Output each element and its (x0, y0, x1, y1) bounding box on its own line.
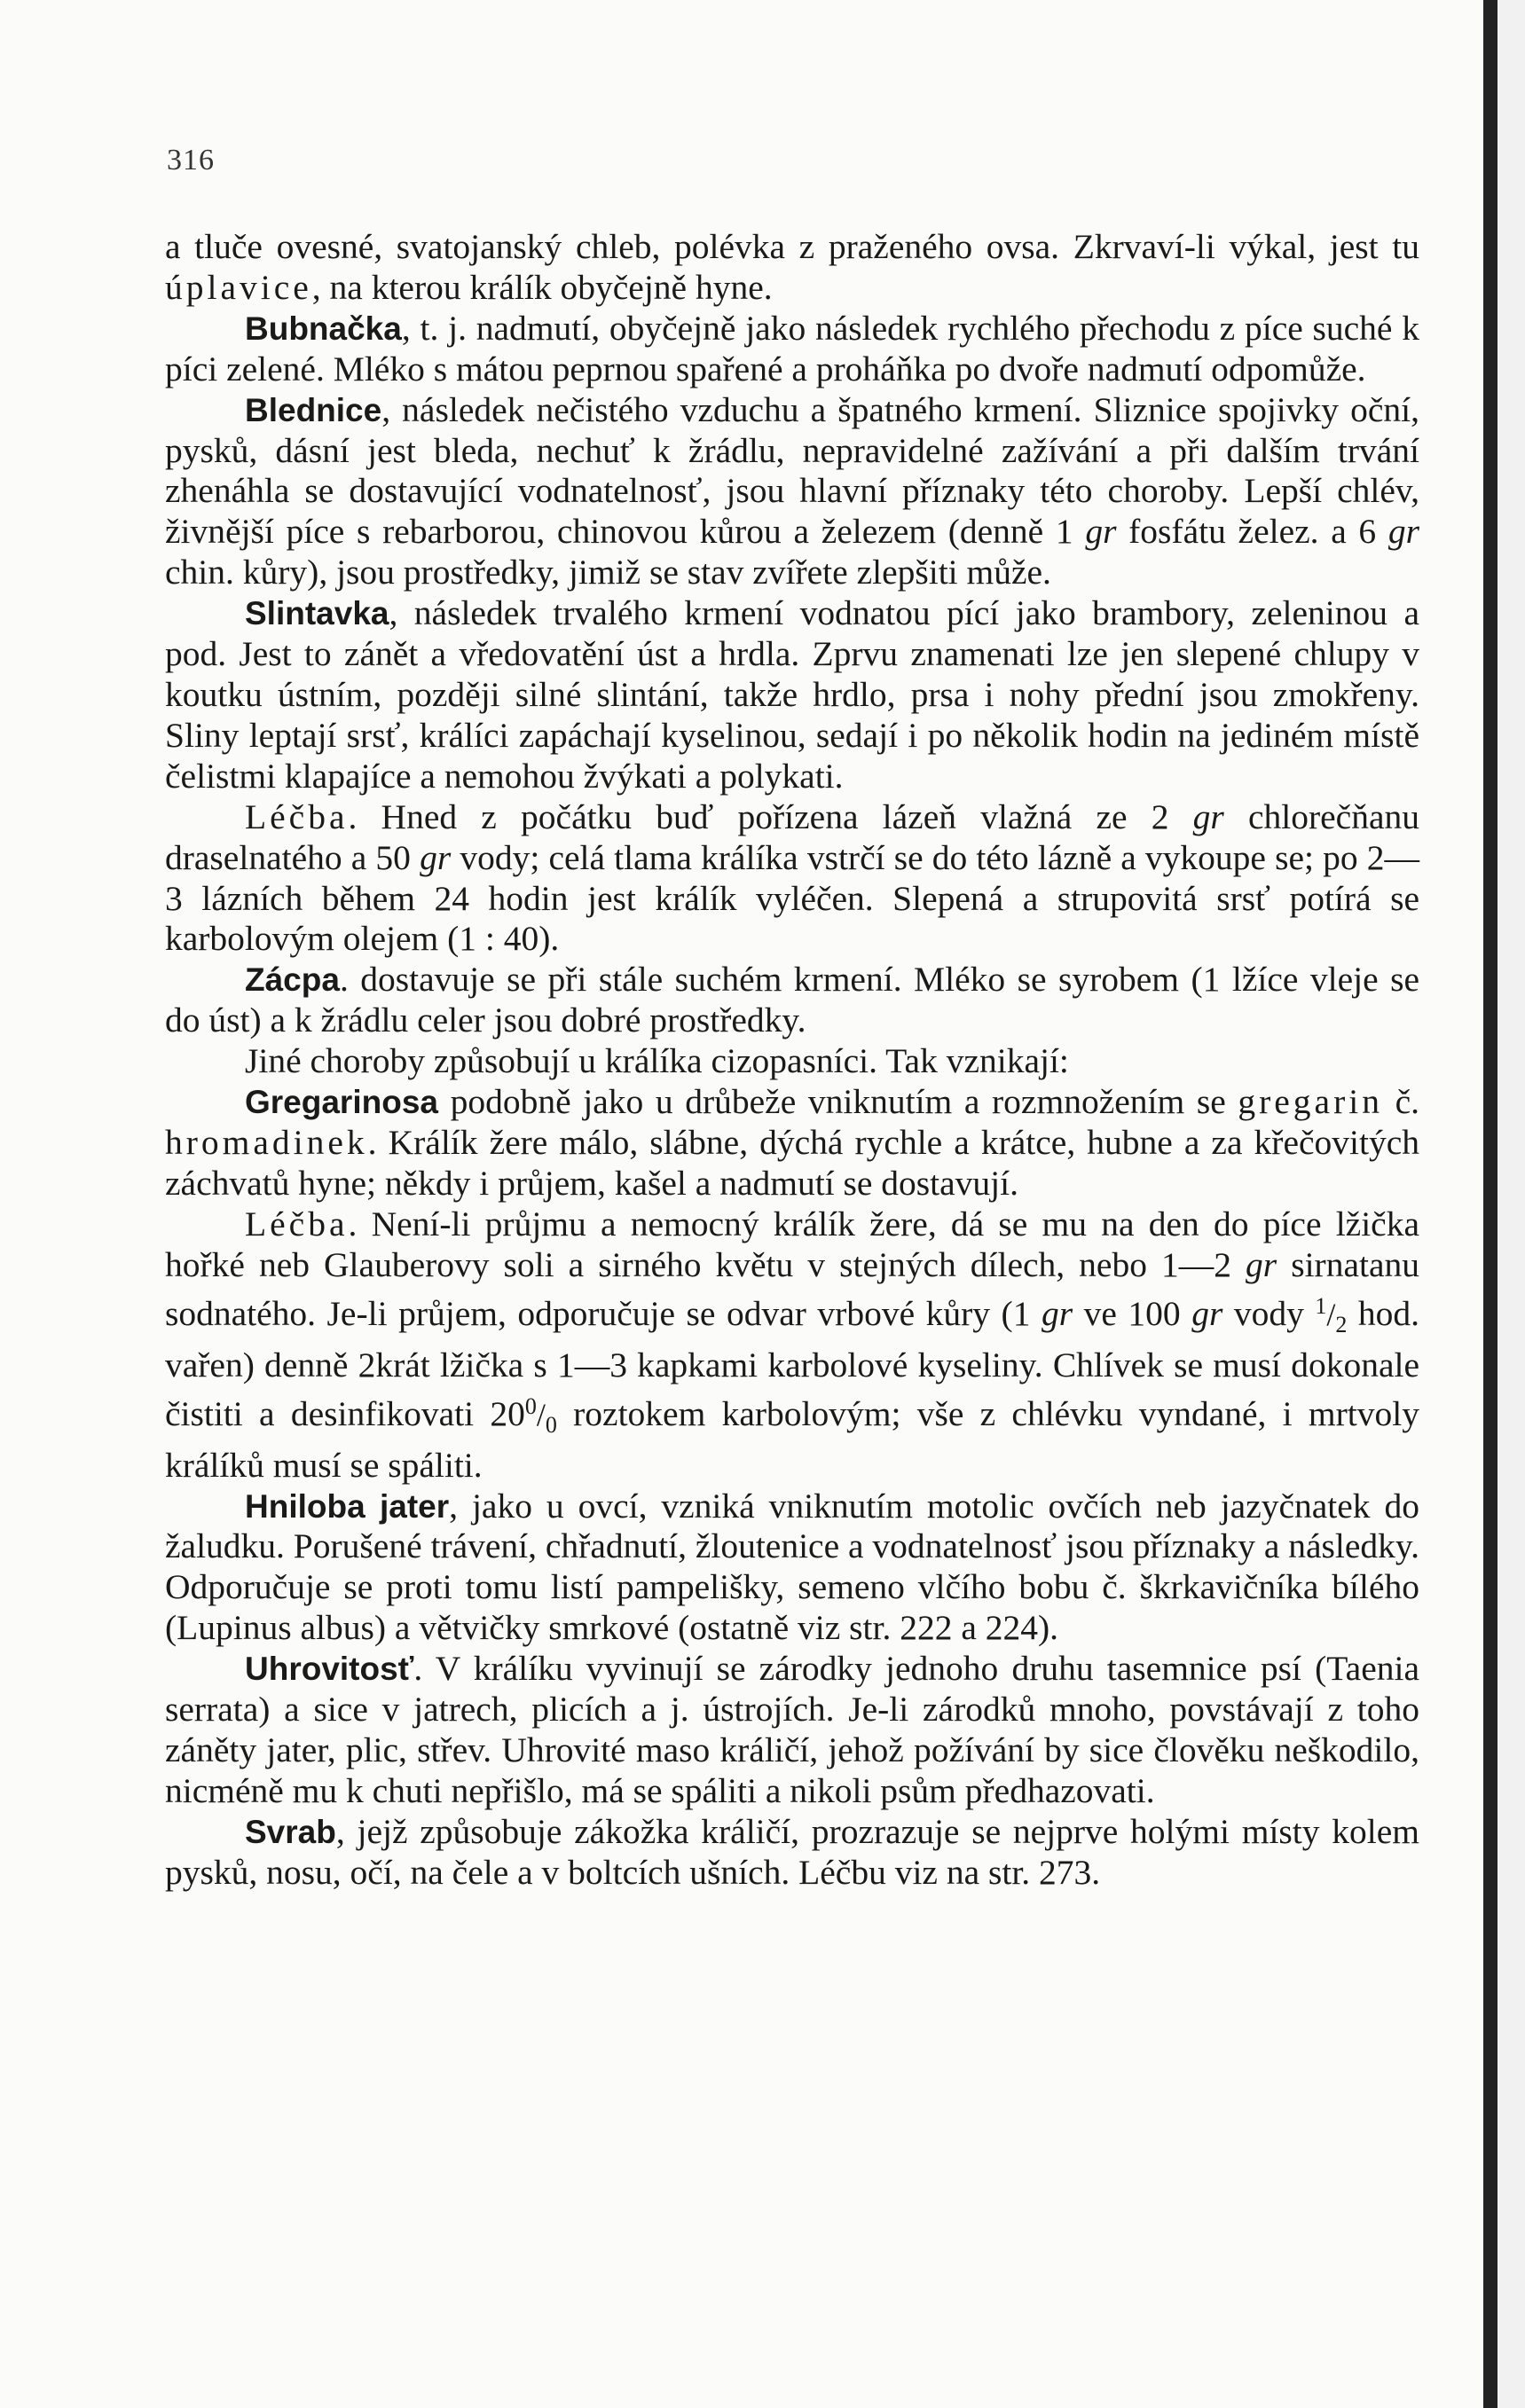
paragraph-gregarinosa: Gregarinosa podobně jako u drůbeže vniknutím a rozmnožením se gregarin č. hromadinek. Králík žere málo, slábne, dýchá rychle a krátce, hubne a za křečovitých záchvatů hyne; někdy i průjem, kašel a nadmutí se dostavují. (165, 1082, 1419, 1203)
paragraph-lecba-2: Léčba. Není-li průjmu a nemocný králík žere, dá se mu na den do píce lžička hořké neb Glauberovy soli a sirného květu v stejných dílech, nebo 1—2 gr sirnatanu sodnatého. Je-li průjem, odporučuje se odvar vrbové kůry (1 gr ve 100 gr vody $^1/_2$ hod. vařen) denně 2krát lžička s 1—3 kapkami karbolové kyseliny. Chlívek se musí dokonale čistiti a desinfikovati $20^0/_0$ roztokem karbolovým; vše z chlévku vyndané, i mrtvoly králíků musí se spáliti. (165, 1204, 1420, 1485)
disease-term: Hniloba jater (245, 1487, 450, 1525)
paragraph-lecba-1: Léčba. Hned z počátku buď pořízena lázeň vlažná ze 2 gr chlorečňanu draselnatého a 50 gr vody; celá tlama králíka vstrčí se do této lázně a vykoupe se; po 2—3 lázních během 24 hodin jest králík vyléčen. Slepená a strupovitá srsť potírá se karbolovým olejem (1 : 40). (165, 796, 1419, 959)
paragraph-svrab: Svrab, jejž způsobuje zákožka králičí, prozrazuje se nejprve holými místy kolem pysků, nosu, očí, na čele a v boltcích ušních. Léčbu viz na str. 273. (165, 1811, 1419, 1892)
disease-term: Uhrovitosť (245, 1651, 414, 1688)
spaced-term: úplavice (165, 267, 312, 307)
paragraph-hniloba-jater: Hniloba jater, jako u ovcí, vzniká vniknutím motolic ovčích neb jazyčnatek do žaludku. Porušené trávení, chřadnutí, žloutenice a vodnatelnosť jsou příznaky a následky. Odporučuje se proti tomu listí pampelišky, semeno vlčího bobu č. škrkavičníka bílého (Lupinus albus) a větvičky smrkové (ostatně viz str. 222 a 224). (165, 1486, 1419, 1648)
paragraph-bubnacka: Bubnačka, t. j. nadmutí, obyčejně jako následek rychlého přechodu z píce suché k píci zelené. Mléko s mátou peprnou spařené a proháňka po dvoře nadmutí odpomůže. (165, 308, 1419, 388)
body-text (165, 227, 1419, 1894)
page-number: 316 (167, 144, 215, 176)
disease-term: Slintavka (245, 595, 389, 632)
paragraph-slintavka: Slintavka, následek trvalého krmení vodnatou pící jako brambory, zeleninou a pod. Jest to zánět a vředovatění úst a hrdla. Zprvu znamenati lze jen slepené chlupy v koutku ústním, později silné slintání, takže hrdlo, prsa i nohy přední jsou zmokřeny. Sliny leptají srsť, králíci zapáchají kyselinou, sedají i po několik hodin na jediném místě čelistmi klapajíce a nemohou žvýkati a polykati. (165, 593, 1419, 796)
disease-term: Blednice (245, 391, 382, 428)
fraction: $^1/_2$ (1315, 1292, 1348, 1337)
disease-term: Zácpa (245, 961, 340, 999)
disease-term: Svrab (245, 1813, 336, 1850)
paragraph-blednice: Blednice, následek nečistého vzduchu a špatného krmení. Sliznice spojivky oční, pysků, dásní jest bleda, nechuť k žrádlu, nepravidelné zažívání a při dalším trvání zhenáhla se dostavující vodnatelnosť, jsou hlavní příznaky této choroby. Lepší chlév, živnější píce s rebarborou, chinovou kůrou a železem (denně 1 gr fosfátu želez. a 6 gr chin. kůry), jsou prostředky, jimiž se stav zvířete zlepšiti může. (165, 389, 1419, 592)
treatment-heading: Léčba (245, 796, 349, 836)
percent-sign: $^0/_0$ (524, 1392, 557, 1438)
paragraph-cizopasnici: Jiné choroby způsobují u králíka cizopasníci. Tak vznikají: (245, 1041, 1069, 1081)
paragraph-vykal: a tluče ovesné, svatojanský chleb, polévka z praženého ovsa. Zkrvaví-li výkal, jest tu úplavice, na kterou králík obyčejně hyne. (165, 227, 1419, 307)
paragraph-zacpa: Zácpa. dostavuje se při stále suchém krmení. Mléko se syrobem (1 lžíce vleje se do úst) a k žrádlu celer jsou dobré prostředky. (165, 960, 1419, 1040)
treatment-heading: Léčba (245, 1204, 349, 1243)
disease-term: Bubnačka (245, 310, 402, 347)
paragraph-uhrovitost: Uhrovitosť. V králíku vyvinují se zárodky jednoho druhu tasemnice psí (Taenia serrata) a sice v jatrech, plicích a j. ústrojích. Je-li zárodků mnoho, povstávají z toho záněty jater, plic, střev. Uhrovité maso králičí, jehož požívání by sice člověku neškodilo, nicméně mu k chuti nepřišlo, má se spáliti a nikoli psům předhazovati. (165, 1649, 1419, 1810)
scan-margin (1497, 0, 1525, 2408)
disease-term: Gregarinosa (245, 1084, 438, 1121)
page-edge-shadow (1483, 0, 1497, 2408)
